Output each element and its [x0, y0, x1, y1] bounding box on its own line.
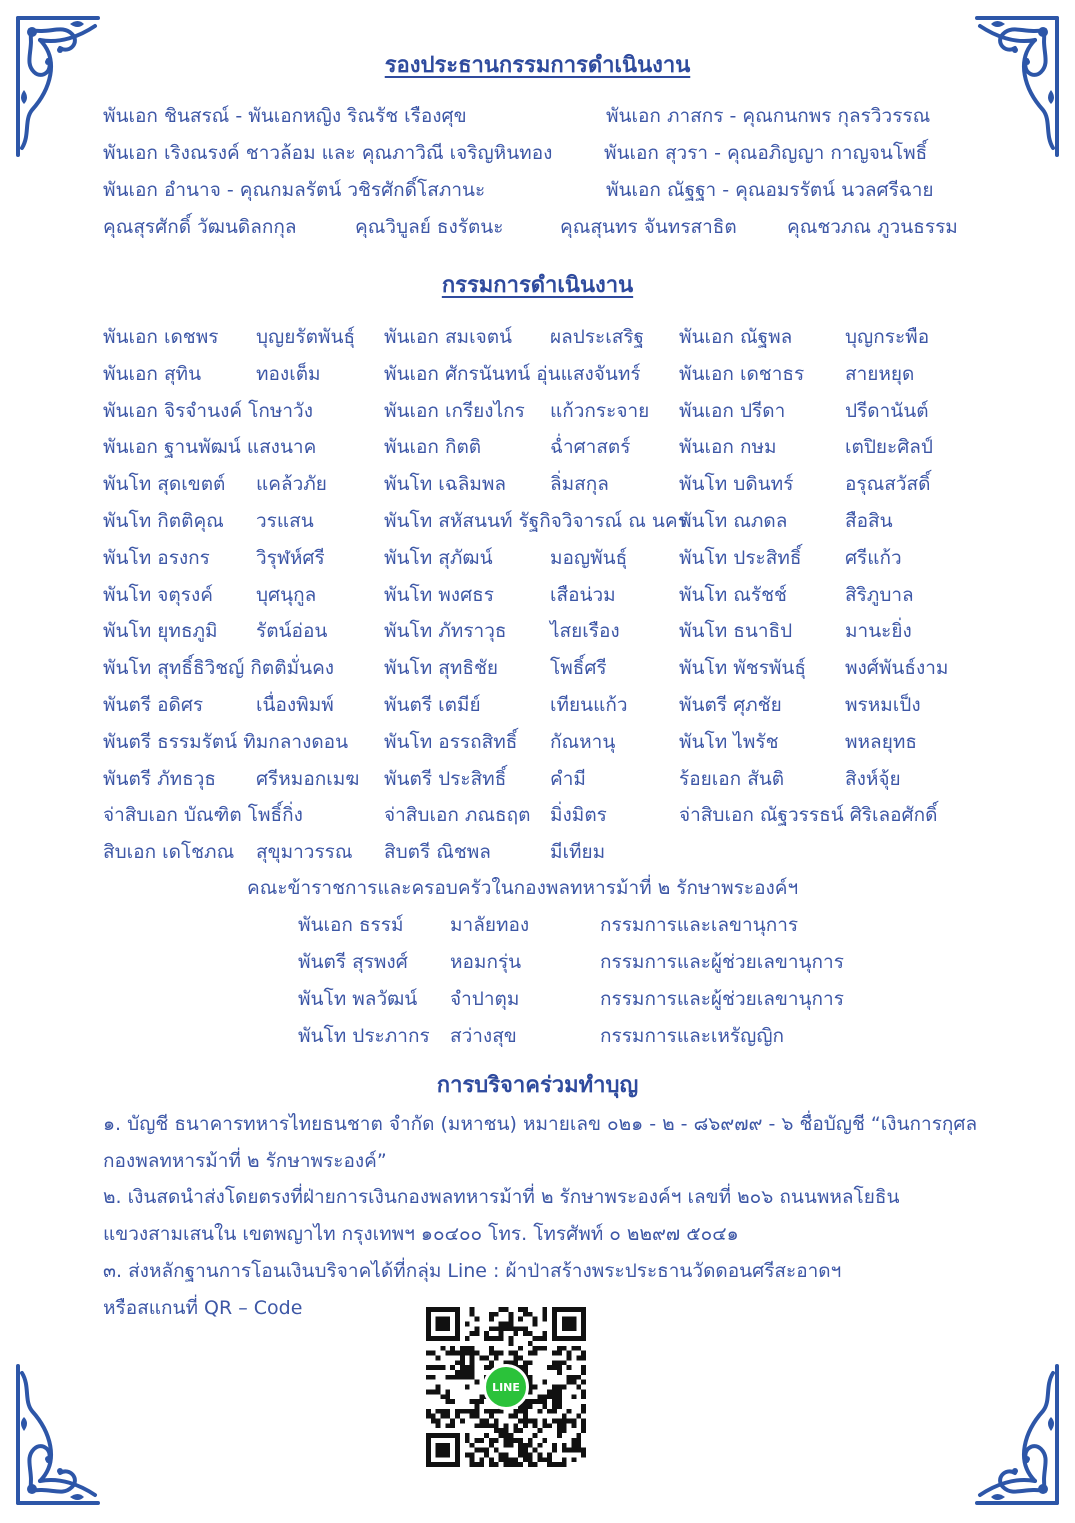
committee-member-surname: สุขุมาวรรณ [256, 841, 353, 864]
vice-chair-entry: คุณชวภณ ภูวนธรรม [787, 216, 958, 238]
committee-member-rank-name: จ่าสิบเอก ณัฐวรรธน์ ศิริเลอศักดิ์ [679, 804, 938, 827]
committee-member-rank-name: พันตรี เตมีย์ [384, 694, 481, 716]
officer-surname: สว่างสุข [450, 1025, 517, 1047]
officer-rank-name: พันตรี สุรพงศ์ [298, 951, 408, 973]
committee-member-surname: คำมี [550, 767, 586, 790]
committee-member-rank-name: พันเอก ณัฐพล [679, 326, 793, 348]
committee-member-rank-name: สิบตรี ณิชพล [384, 841, 491, 864]
vice-chair-entry: พันเอก ชินสรณ์ - พันเอกหญิง ริณรัช เรืองศุข [103, 105, 467, 127]
committee-member-rank-name: พันเอก เดชพร [103, 326, 219, 348]
committee-member-rank-name: พันเอก ปรีดา [679, 399, 786, 422]
committee-member-surname: บุญกระพือ [845, 326, 930, 348]
committee-member-rank-name: พันตรี ธรรมรัตน์ ทิมกลางดอน [103, 730, 349, 753]
donation-line: กองพลทหารม้าที่ ๒ รักษาพระองค์” [103, 1150, 387, 1172]
committee-member-surname: โพธิ์ศรี [550, 657, 607, 680]
committee-member-rank-name: พันโท อรรถสิทธิ์ [384, 730, 518, 753]
committee-member-surname: สายหยุด [845, 362, 915, 385]
committee-member-surname: ผลประเสริฐ [550, 326, 645, 348]
section-heading-vice-chairs: รองประธานกรรมการดำเนินงาน [384, 53, 691, 78]
vice-chair-entry: พันเอก อำนาจ - คุณกมลรัตน์ วชิรศักดิ์โสภานะ [103, 179, 486, 201]
committee-member-rank-name: พันโท สุทธิชัย [384, 657, 499, 680]
committee-member-rank-name: พันเอก ฐานพัฒน์ แสงนาค [103, 436, 317, 459]
committee-member-rank-name: พันเอก สมเจตน์ [384, 326, 513, 348]
vice-chair-entry: พันเอก เริงณรงค์ ชาวล้อม และ คุณภาวิณี เจริญหินทอง [103, 142, 553, 164]
committee-member-rank-name: พันตรี ศุภชัย [679, 694, 782, 716]
committee-member-rank-name: พันโท ยุทธภูมิ [103, 620, 218, 643]
committee-member-surname: ศรีแก้ว [845, 546, 902, 569]
vice-chair-entry: พันเอก ภาสกร - คุณกนกพร กุลรวิวรรณ [606, 105, 931, 127]
committee-member-surname: พงศ์พันธ์งาม [845, 657, 949, 680]
donation-line: ๓. ส่งหลักฐานการโอนเงินบริจาคได้ที่กลุ่ม Line : ผ้าป่าสร้างพระประธานวัดดอนศรีสะอาดฯ [103, 1260, 842, 1282]
committee-member-rank-name: ร้อยเอก สันติ [679, 767, 785, 790]
committee-member-surname: ฉ่ำศาสตร์ [550, 436, 631, 459]
officer-role: กรรมการและเลขานุการ [600, 914, 799, 936]
committee-member-rank-name: พันโท อรงกร [103, 546, 210, 569]
section-heading-donation: การบริจาคร่วมทำบุญ [436, 1073, 639, 1098]
donation-line: ๑. บัญชี ธนาคารทหารไทยธนชาต จำกัด (มหาชน) หมายเลข ๐๒๑ - ๒ - ๘๖๙๗๙ - ๖ ชื่อบัญชี “เงินการกุศล [103, 1113, 978, 1135]
corner-ornament-top-right [970, 10, 1065, 160]
committee-member-rank-name: พันเอก ศักรนันทน์ อุ่นแสงจันทร์ [384, 362, 641, 385]
vice-chair-entry: พันเอก สุวรา - คุณอภิญญา กาญจนโพธิ์ [604, 142, 928, 164]
committee-member-rank-name: สิบเอก เดโชภณ [103, 841, 235, 864]
committee-member-surname: พรหมเป็ง [845, 694, 921, 716]
officer-role: กรรมการและผู้ช่วยเลขานุการ [600, 951, 844, 973]
committee-member-surname: พหลยุทธ [845, 730, 917, 753]
officer-rank-name: พันโท พลวัฒน์ [298, 988, 418, 1010]
committee-member-rank-name: พันเอก กิตติ [384, 436, 482, 459]
committee-member-surname: มอญพันธุ์ [550, 546, 628, 569]
committee-member-rank-name: พันโท ธนาธิป [679, 620, 793, 643]
committee-member-surname: สิริภูบาล [845, 583, 914, 606]
officer-role: กรรมการและผู้ช่วยเลขานุการ [600, 988, 844, 1010]
committee-member-rank-name: พันเอก สุทิน [103, 362, 202, 385]
committee-member-rank-name: พันโท ภัทราวุธ [384, 620, 507, 643]
donation-line: ๒. เงินสดนำส่งโดยตรงที่ฝ่ายการเงินกองพลทหารม้าที่ ๒ รักษาพระองค์ฯ เลขที่ ๒๐๖ ถนนพหลโยธิน [103, 1186, 900, 1208]
committee-member-surname: วิรุฬห์ศรี [256, 546, 325, 569]
vice-chair-entry: คุณวิบูลย์ ธงรัตนะ [355, 216, 504, 238]
committee-member-surname: บุศนุกูล [256, 583, 317, 606]
officer-rank-name: พันโท ประภากร [298, 1025, 430, 1047]
line-qr-code[interactable] [426, 1307, 586, 1467]
committee-member-rank-name: พันเอก จิรจำนงค์ โกษาวัง [103, 399, 313, 422]
vice-chair-entry: คุณสุนทร จันทรสาธิต [560, 216, 737, 238]
section-heading-committee: กรรมการดำเนินงาน [441, 273, 634, 298]
committee-member-rank-name: พันโท ประสิทธิ์ [679, 546, 802, 569]
committee-member-rank-name: พันโท บดินทร์ [679, 473, 794, 496]
committee-member-rank-name: พันเอก เดชาธร [679, 362, 805, 385]
committee-member-rank-name: จ่าสิบเอก บัณฑิต โพธิ์กิ่ง [103, 804, 303, 827]
committee-member-surname: แก้วกระจาย [550, 399, 650, 422]
committee-member-rank-name: พันโท สุทธิ์ธิวิชญ์ กิตติมั่นคง [103, 657, 335, 680]
committee-member-surname: กัณหานุ [550, 730, 616, 753]
committee-member-surname: มีเทียม [550, 841, 606, 864]
committee-member-rank-name: พันโท ไพรัช [679, 730, 779, 753]
committee-member-rank-name: พันโท สุดเขตต์ [103, 473, 226, 496]
committee-member-surname: สือสิน [845, 510, 893, 532]
committee-member-surname: ลิ่มสกุล [550, 473, 609, 496]
officer-rank-name: พันเอก ธรรม์ [298, 914, 404, 936]
committee-member-surname: มิ่งมิตร [550, 804, 607, 827]
committee-member-surname: เทียนแก้ว [550, 694, 628, 716]
committee-member-surname: แคล้วภัย [256, 473, 327, 496]
committee-member-rank-name: พันตรี ประสิทธิ์ [384, 767, 507, 790]
committee-member-surname: ศรีหมอกเมฆ [256, 767, 360, 790]
committee-member-rank-name: พันโท ณภดล [679, 510, 788, 532]
line-logo-icon: LINE [483, 1364, 529, 1410]
committee-member-surname: ทองเต็ม [256, 362, 321, 385]
committee-member-rank-name: พันเอก กษม [679, 436, 777, 459]
group-line: คณะข้าราชการและครอบครัวในกองพลทหารม้าที่ ๒ รักษาพระองค์ฯ [247, 877, 799, 899]
committee-member-surname: เนื่องพิมพ์ [256, 694, 334, 716]
committee-member-rank-name: พันโท สหัสนนท์ รัฐกิจวิจารณ์ ณ นคร [384, 510, 688, 532]
corner-ornament-bottom-right [970, 1361, 1065, 1511]
committee-member-rank-name: พันโท พงศธร [384, 583, 494, 606]
committee-member-surname: เสือน่วม [550, 583, 616, 606]
officer-surname: หอมกรุ่น [450, 951, 522, 973]
committee-member-rank-name: พันโท เฉลิมพล [384, 473, 507, 496]
vice-chair-entry: คุณสุรศักดิ์ วัฒนดิลกกุล [103, 216, 297, 238]
committee-member-surname: เตปิยะศิลป์ [845, 436, 933, 459]
committee-member-surname: ไสยเรือง [550, 620, 620, 643]
committee-member-surname: อรุณสวัสดิ์ [845, 473, 931, 496]
vice-chair-entry: พันเอก ณัฐฐา - คุณอมรรัตน์ นวลศรีฉาย [606, 179, 934, 201]
committee-member-surname: วรแสน [256, 510, 314, 532]
committee-member-surname: รัตน์อ่อน [256, 620, 328, 643]
officer-surname: มาลัยทอง [450, 914, 530, 936]
committee-member-surname: ปรีดานันต์ [845, 399, 929, 422]
committee-member-rank-name: พันตรี ภัทธวุธ [103, 767, 217, 790]
committee-member-rank-name: พันโท สุภัฒน์ [384, 546, 493, 569]
committee-member-rank-name: พันโท กิตติคุณ [103, 510, 224, 532]
committee-member-rank-name: พันโท ณรัชช์ [679, 583, 787, 606]
committee-member-surname: บุญยรัตพันธุ์ [256, 326, 356, 348]
committee-member-rank-name: พันตรี อดิศร [103, 694, 204, 716]
corner-ornament-bottom-left [10, 1361, 105, 1511]
committee-member-surname: มานะยิ่ง [845, 620, 912, 643]
committee-member-rank-name: พันโท พัชรพันธุ์ [679, 657, 807, 680]
committee-member-rank-name: พันโท จตุรงค์ [103, 583, 213, 606]
committee-member-rank-name: พันเอก เกรียงไกร [384, 399, 525, 422]
donation-line: หรือสแกนที่ QR – Code [103, 1297, 303, 1319]
committee-member-surname: สิงห์จุ้ย [845, 767, 901, 790]
officer-role: กรรมการและเหรัญญิก [600, 1025, 785, 1047]
committee-member-rank-name: จ่าสิบเอก ภณธฤต [384, 804, 531, 827]
officer-surname: จำปาตุม [450, 988, 520, 1010]
donation-line: แขวงสามเสนใน เขตพญาไท กรุงเทพฯ ๑๐๔๐๐ โทร. โทรศัพท์ ๐ ๒๒๙๗ ๕๐๔๑ [103, 1223, 739, 1245]
corner-ornament-top-left [10, 10, 105, 160]
